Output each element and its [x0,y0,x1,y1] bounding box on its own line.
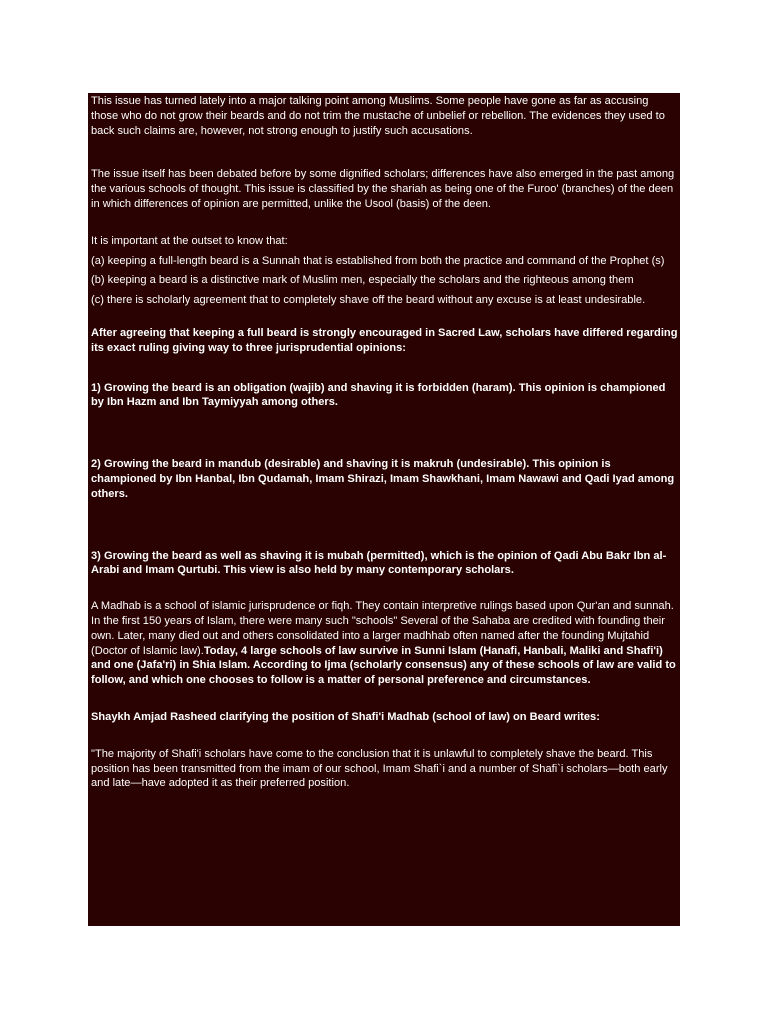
text-box [88,93,680,926]
shaykh-heading: Shaykh Amjad Rasheed clarifying the position of Shafi'i Madhab (school of law) on Beard writes: [91,710,600,723]
debate-paragraph: The issue itself has been debated before by some dignified scholars; differences have also emerged in the past among the various schools of thought. This issue is classified by the shariah as being one of the Furoo' (branches) of the deen in which differences of opinion are permitted, unlike the Usool (basis) of the deen. [91,168,675,210]
intro-paragraph: This issue has turned lately into a major talking point among Muslims. Some people have gone as far as accusing those who do not grow their beards and do not trim the mustache of unbelief or rebellion. The evidences they used to back such claims are, however, not strong enough to justify such accusations. [91,95,665,137]
opinion-2: 2) Growing the beard in mandub (desirable) and shaving it is makruh (undesirable). This opinion is championed by Ibn Hanbal, Ibn Qudamah, Imam Shirazi, Imam Shawkhani, Imam Nawawi and Qadi Iyad among others. [91,458,675,500]
madhab-paragraph [91,599,678,688]
list-item-b: (b) keeping a beard is a distinctive mark of Muslim men, especially the scholars and the righteous among them [91,274,634,287]
outset-paragraph: It is important at the outset to know that: [91,234,288,247]
opinion-3: 3) Growing the beard as well as shaving it is mubah (permitted), which is the opinion of Qadi Abu Bakr Ibn al-Arabi and Imam Qurtubi. This view is also held by many contemporary scholars. [91,549,667,577]
opinions-intro: After agreeing that keeping a full beard is strongly encouraged in Sacred Law, scholars have differed regarding its exact ruling giving way to three jurisprudential opinions: [91,326,678,354]
madhab-bold-text: Today, 4 large schools of law survive in Sunni Islam (Hanafi, Hanbali, Maliki and Shafi'i) and one (Jafa'ri) in Shia Islam. According to Ijma (scholarly consensus) any of these schools of law are valid to follow, and which one chooses to follow is a matter of personal preference and circumstances. [91,644,676,687]
opinion-1: 1) Growing the beard is an obligation (wajib) and shaving it is forbidden (haram). This opinion is championed by Ibn Hazm and Ibn Taymiyyah among others. [91,381,666,409]
list-item-c: (c) there is scholarly agreement that to completely shave off the beard without any excuse is at least undesirable. [91,294,646,307]
madhab-text: A Madhab is a school of islamic jurisprudence or fiqh. They contain interpretive rulings based upon Qur'an and sunnah. In the first 150 years of Islam, there were many such "schools" Several of the Sahaba are credited with founding their own. Later, many died out and others consolidated into a larger madhhab often named after the founding Mujtahid (Doctor of Islamic law). [91,600,674,657]
quote-paragraph: "The majority of Shafi'i scholars have come to the conclusion that it is unlawful to completely shave the beard. This position has been transmitted from the imam of our school, Imam Shafi`i and a number of Shafi`i scholars—both early and late—have adopted it as their preferred position. [91,747,668,790]
list-item-a: (a) keeping a full-length beard is a Sunnah that is established from both the practice and command of the Prophet (s) [91,254,665,267]
